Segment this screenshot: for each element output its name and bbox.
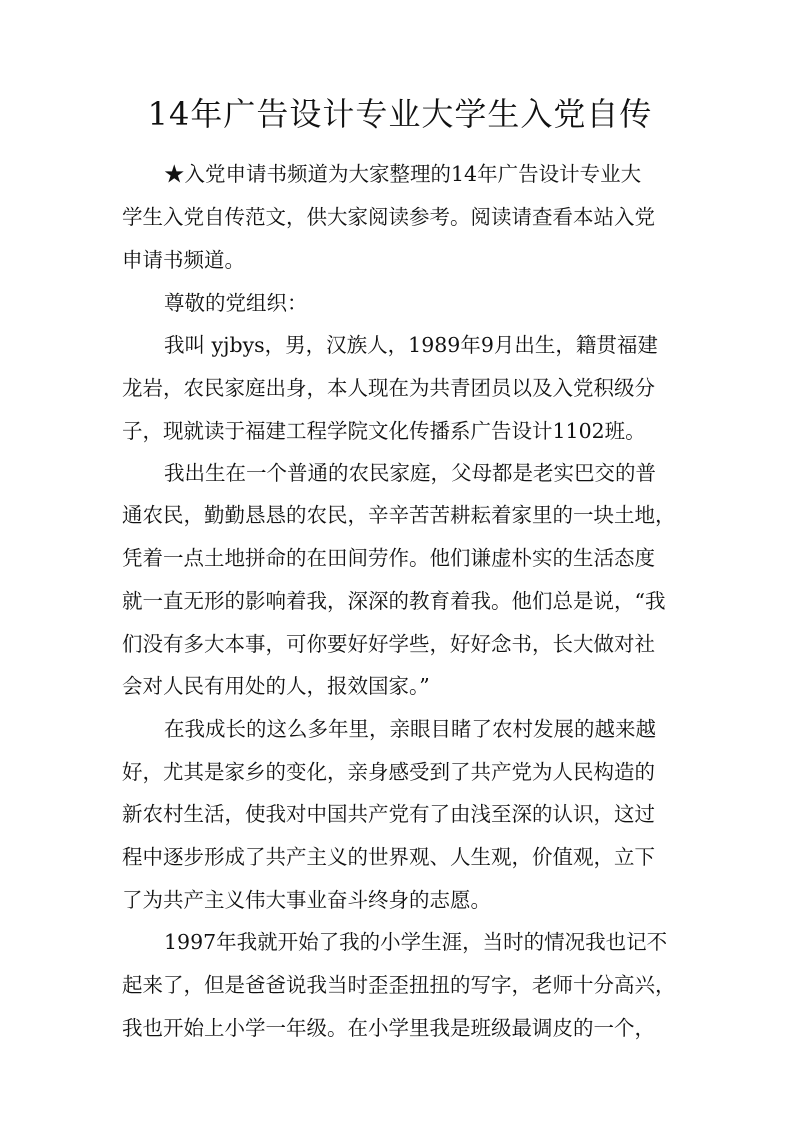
paragraph-line: 我出生在一个普通的农民家庭，父母都是老实巴交的普 [164,461,656,485]
paragraph-line: 在我成长的这么多年里，亲眼目睹了农村发展的越来越 [164,717,656,741]
paragraph-line: 凭着一点土地拼命的在田间劳作。他们谦虚朴实的生活态度 [122,546,655,570]
paragraph-line: 子，现就读于福建工程学院文化传播系广告设计1102班。 [122,419,646,443]
paragraph-line: 程中逐步形成了共产主义的世界观、人生观，价值观，立下 [122,845,655,869]
paragraph-line: 起来了，但是爸爸说我当时歪歪扭扭的写字，老师十分高兴， [122,973,676,997]
paragraph-line: 申请书频道。 [122,248,245,272]
paragraph-line: 1997年我就开始了我的小学生涯，当时的情况我也记不 [164,930,668,954]
paragraph-line: 通农民，勤勤恳恳的农民，辛辛苦苦耕耘着家里的一块土地， [122,503,676,527]
paragraph-line: 龙岩，农民家庭出身，本人现在为共青团员以及入党积级分 [122,376,655,400]
paragraph-line: 新农村生活，使我对中国共产党有了由浅至深的认识，这过 [122,802,655,826]
paragraph-line: 就一直无形的影响着我，深深的教育着我。他们总是说，“我 [122,589,666,613]
paragraph-line: 会对人民有用处的人，报效国家。” [122,674,430,698]
paragraph-line: 了为共产主义伟大事业奋斗终身的志愿。 [122,888,491,912]
paragraph-line: ★入党申请书频道为大家整理的14年广告设计专业大 [164,162,642,186]
paragraph-line: 我也开始上小学一年级。在小学里我是班级最调皮的一个， [122,1016,655,1040]
salutation: 尊敬的党组织： [164,291,308,315]
paragraph-line: 好，尤其是家乡的变化，亲身感受到了共产党为人民构造的 [122,760,655,784]
paragraph-line: 学生入党自传范文，供大家阅读参考。阅读请查看本站入党 [122,205,655,229]
document-title: 14年广告设计专业大学生入党自传 [147,95,653,133]
paragraph-line: 们没有多大本事，可你要好好学些，好好念书，长大做对社 [122,632,655,656]
paragraph-line: 我叫 yjbys，男，汉族人，1989年9月出生，籍贯福建 [164,333,658,357]
